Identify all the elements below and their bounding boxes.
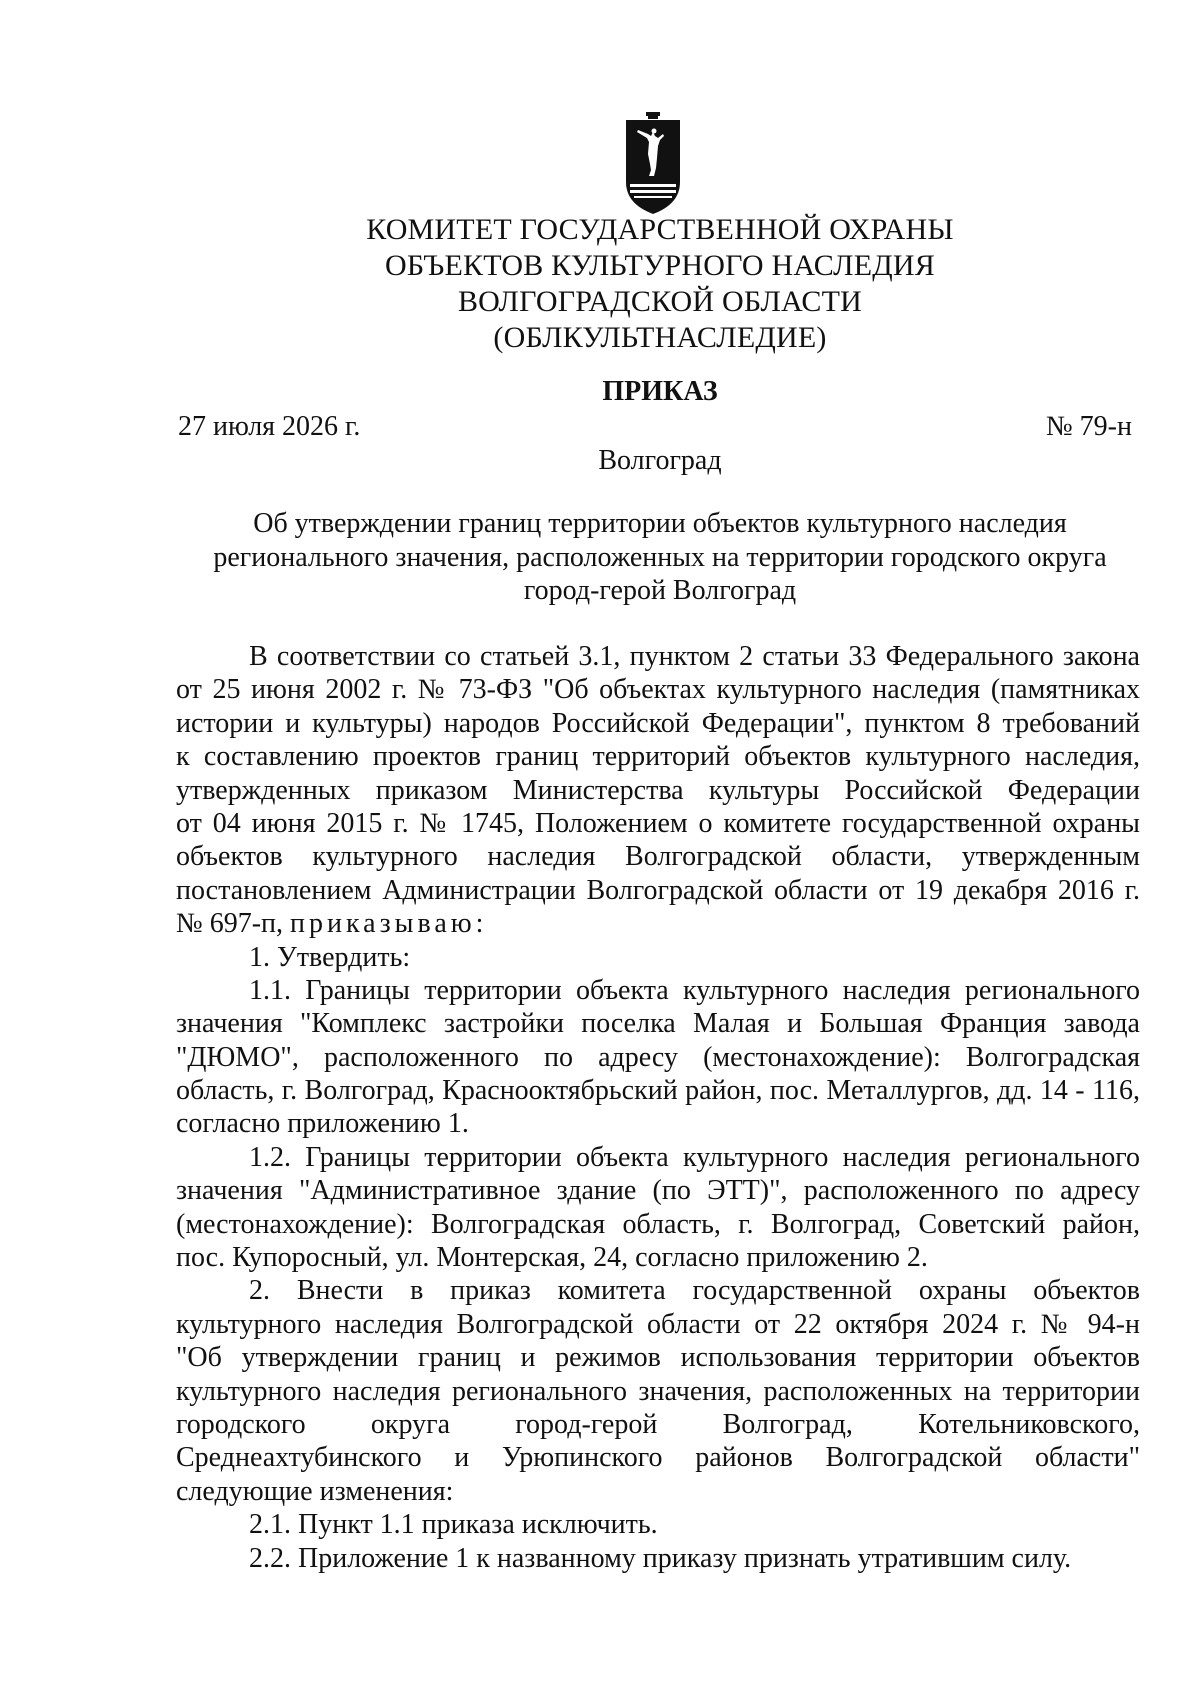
clause-1-2-line: пос. Купоросный, ул. Монтерская, 24, согласно приложению 2. <box>176 1242 928 1274</box>
preamble-line: В соответствии со статьей 3.1, пунктом 2 статьи 33 Федерального закона <box>249 641 1140 672</box>
order-number: № 79-н <box>1045 411 1132 442</box>
org-line: (ОБЛКУЛЬТНАСЛЕДИЕ) <box>493 321 827 354</box>
clause-2-line: городского округа город-герой Волгоград, Котельниковского, <box>176 1408 1140 1440</box>
decree-number-ref: № 697-п, <box>176 908 284 940</box>
clause-2-line: культурного наследия Волгоградской области от 22 октября 2024 г. № 94-н <box>176 1308 1140 1340</box>
order-body <box>176 640 1140 1575</box>
preamble-line: утвержденных приказом Министерства культуры Российской Федерации <box>176 774 1140 806</box>
subject-line: город-герой Волгоград <box>523 575 797 606</box>
org-line: ВОЛГОГРАДСКОЙ ОБЛАСТИ <box>457 285 863 318</box>
clause-1-1-line: "ДЮМО", расположенного по адресу (местонахождение): Волгоградская <box>176 1041 1140 1073</box>
clause-1-1-line: 1.1. Границы территории объекта культурного наследия регионального <box>249 974 1140 1006</box>
preamble-line <box>176 907 1140 940</box>
org-line: КОМИТЕТ ГОСУДАРСТВЕННОЙ ОХРАНЫ <box>366 213 954 246</box>
org-line: ОБЪЕКТОВ КУЛЬТУРНОГО НАСЛЕДИЯ <box>384 249 935 282</box>
decree-verb: приказываю: <box>290 908 488 940</box>
clause-1-2-line: 1.2. Границы территории объекта культурного наследия регионального <box>249 1141 1140 1173</box>
order-title: ПРИКАЗ <box>602 376 718 407</box>
preamble-line: объектов культурного наследия Волгоградской области, утвержденным <box>176 841 1140 873</box>
preamble-line: от 04 июня 2015 г. № 1745, Положением о комитете государственной охраны <box>176 807 1140 839</box>
clause-2-line: культурного наследия регионального значения, расположенных на территории <box>176 1375 1140 1407</box>
clause-1-2-line: значения "Административное здание (по ЭТТ)", расположенного по адресу <box>176 1175 1140 1207</box>
preamble-line: от 25 июня 2002 г. № 73-ФЗ "Об объектах культурного наследия (памятниках <box>176 674 1140 706</box>
subject-line: Об утверждении границ территории объектов культурного наследия <box>253 508 1067 539</box>
clause-2-line: следующие изменения: <box>176 1475 454 1507</box>
organization-name <box>300 212 1020 356</box>
clause-2-line: "Об утверждении границ и режимов использования территории объектов <box>176 1342 1140 1374</box>
clause-2-1: 2.1. Пункт 1.1 приказа исключить. <box>249 1509 658 1541</box>
clause-1-2-line: (местонахождение): Волгоградская область, г. Волгоград, Советский район, <box>176 1208 1140 1240</box>
subject-line: регионального значения, расположенных на территории городского округа <box>213 541 1107 573</box>
clause-2-line: 2. Внести в приказ комитета государственной охраны объектов <box>249 1275 1140 1307</box>
clause-2-line: Среднеахтубинского и Урюпинского районов Волгоградской области" <box>176 1442 1140 1474</box>
order-city: Волгоград <box>598 445 722 476</box>
clause-1-1-line: значения "Комплекс застройки поселка Малая и Большая Франция завода <box>176 1008 1140 1040</box>
clause-2-2: 2.2. Приложение 1 к названному приказу признать утратившим силу. <box>249 1542 1072 1574</box>
preamble-line: истории и культуры) народов Российской Федерации", пунктом 8 требований <box>176 707 1140 739</box>
clause-1-1-line: область, г. Волгоград, Краснооктябрьский район, пос. Металлургов, дд. 14 - 116, <box>176 1075 1140 1107</box>
clause-1-1-line: согласно приложению 1. <box>176 1108 469 1140</box>
clause-1: 1. Утвердить: <box>249 941 411 973</box>
order-date: 27 июля 2026 г. <box>178 411 361 442</box>
preamble-line: к составлению проектов границ территорий объектов культурного наследия, <box>176 741 1140 773</box>
preamble-line: постановлением Администрации Волгоградской области от 19 декабря 2016 г. <box>176 874 1140 906</box>
coat-of-arms-icon <box>624 112 682 216</box>
order-subject <box>170 507 1150 608</box>
